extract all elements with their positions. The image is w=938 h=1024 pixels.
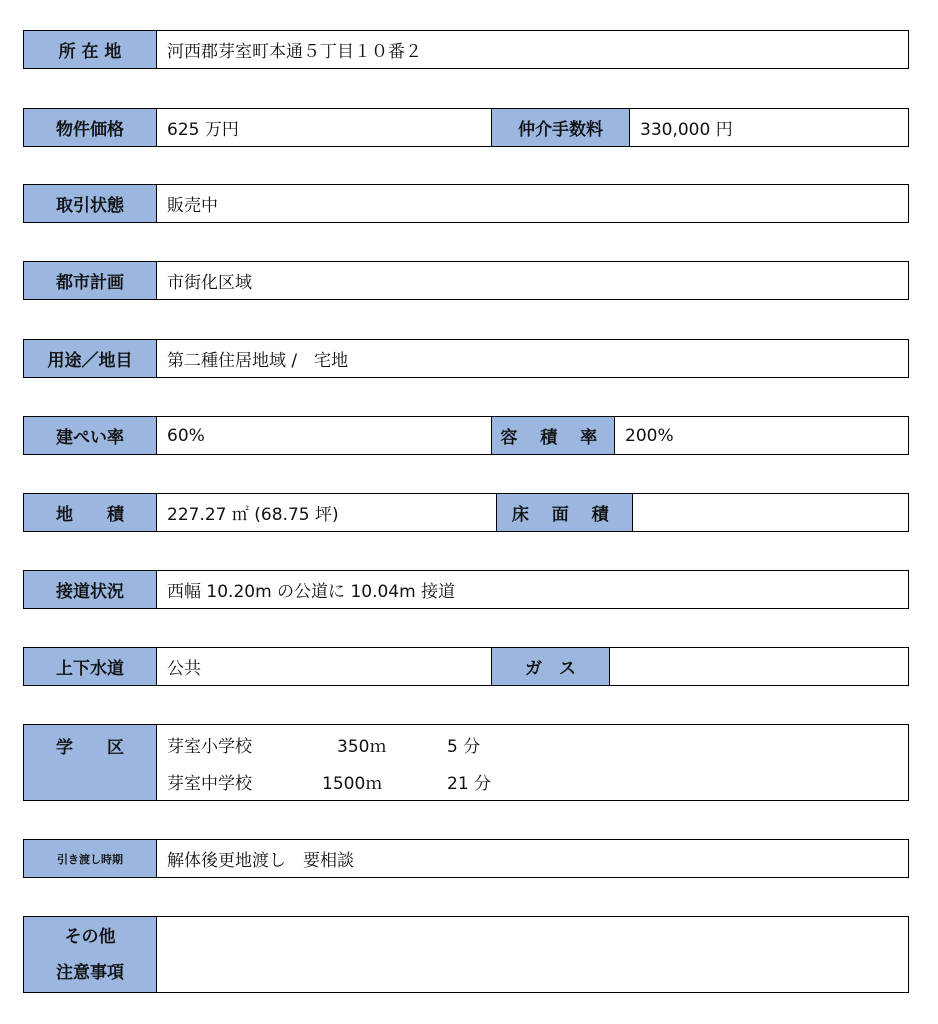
- school-list: [157, 725, 908, 800]
- school-time: 21 分: [447, 773, 492, 794]
- fee-label: 仲介手数料: [491, 109, 630, 146]
- floor-value: [633, 494, 908, 531]
- land-label: 地 積: [24, 494, 157, 531]
- price-label: 物件価格: [24, 109, 157, 146]
- gas-value: [610, 648, 908, 685]
- far-label: 容 積 率: [491, 417, 615, 454]
- gas-label: ガ ス: [491, 648, 610, 685]
- notes-row: [23, 916, 909, 993]
- price-row: [23, 108, 909, 147]
- floor-label: 床 面 積: [496, 494, 633, 531]
- address-row: [23, 30, 909, 69]
- water-label: 上下水道: [24, 648, 157, 685]
- status-value: 販売中: [167, 196, 218, 216]
- usage-label: 用途／地目: [24, 340, 157, 377]
- notes-label-line1: その他: [64, 926, 116, 947]
- school-item: [167, 726, 480, 763]
- status-row: [23, 184, 909, 223]
- school-name: 芽室小学校: [167, 736, 252, 757]
- road-label: 接道状況: [24, 571, 157, 608]
- handover-label: 引き渡し時期: [24, 840, 157, 877]
- usage-row: [23, 339, 909, 378]
- school-item: [167, 763, 491, 800]
- school-label: 学 区: [24, 725, 157, 800]
- far-value: 200%: [625, 425, 674, 446]
- status-label: 取引状態: [24, 185, 157, 222]
- price-value: 625 万円: [167, 120, 239, 140]
- school-name: 芽室中学校: [167, 773, 252, 794]
- planning-label: 都市計画: [24, 262, 157, 299]
- land-row: [23, 493, 909, 532]
- planning-row: [23, 261, 909, 300]
- coverage-label: 建ぺい率: [24, 417, 157, 454]
- notes-label: [24, 917, 157, 992]
- land-value: 227.27 ㎡ (68.75 坪): [167, 505, 339, 525]
- road-row: [23, 570, 909, 609]
- water-value: 公共: [167, 659, 201, 679]
- school-time: 5 分: [447, 736, 481, 757]
- school-distance: 1500ｍ: [322, 773, 383, 794]
- handover-value: 解体後更地渡し 要相談: [167, 851, 354, 871]
- school-row: [23, 724, 909, 801]
- coverage-row: [23, 416, 909, 455]
- handover-row: [23, 839, 909, 878]
- notes-label-line2: 注意事項: [56, 962, 124, 983]
- school-distance: 350ｍ: [337, 736, 387, 757]
- water-row: [23, 647, 909, 686]
- fee-value: 330,000 円: [640, 120, 733, 140]
- road-value: 西幅 10.20m の公道に 10.04m 接道: [167, 582, 456, 602]
- usage-value: 第二種住居地域 / 宅地: [167, 351, 349, 371]
- address-label: 所 在 地: [24, 31, 157, 68]
- coverage-value: 60%: [167, 425, 205, 446]
- address-value: 河西郡芽室町本通５丁目１０番２: [167, 42, 422, 62]
- notes-value: [157, 917, 908, 992]
- planning-value: 市街化区域: [167, 273, 252, 293]
